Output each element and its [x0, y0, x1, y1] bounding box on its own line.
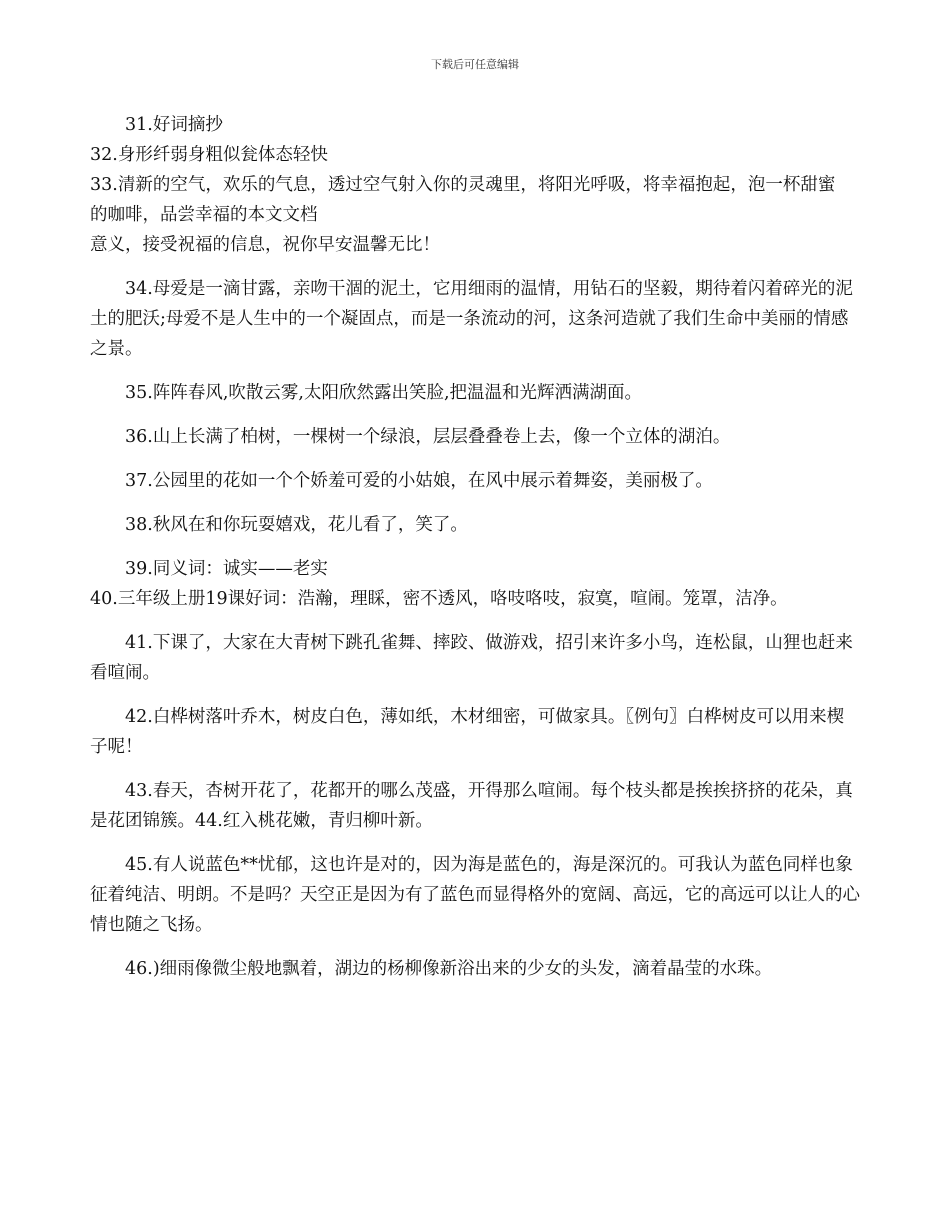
- page-header: 下载后可任意编辑: [431, 58, 519, 71]
- paragraph-43: 43.春天，杏树开花了，花都开的哪么茂盛，开得那么喧闹。每个枝头都是挨挨挤挤的花朵，真是花团锦簇。44.红入桃花嫩，青归柳叶新。: [90, 781, 853, 831]
- paragraph-31: 31.好词摘抄: [125, 115, 223, 135]
- paragraph-33-continued: 意义，接受祝福的信息，祝你早安温馨无比！: [90, 235, 440, 255]
- document-body: [90, 110, 860, 984]
- paragraph-35: 35.阵阵春风,吹散云雾,太阳欣然露出笑脸,把温温和光辉洒满湖面。: [125, 383, 643, 403]
- paragraph-40: 40.三年级上册19课好词：浩瀚，理睬，密不透风，咯吱咯吱，寂寞，喧闹。笼罩，洁净。: [90, 589, 788, 609]
- paragraph-38: 38.秋风在和你玩耍嬉戏，花儿看了，笑了。: [125, 515, 468, 535]
- paragraph-32: 32.身形纤弱身粗似瓮体态轻快: [90, 145, 328, 165]
- paragraph-39: 39.同义词：诚实——老实: [125, 559, 328, 579]
- paragraph-33: 33.清新的空气，欢乐的气息，透过空气射入你的灵魂里，将阳光呼吸，将幸福抱起，泡一杯甜蜜的咖啡，品尝幸福的本文文档: [90, 175, 836, 225]
- paragraph-42: 42.白桦树落叶乔木，树皮白色，薄如纸，木材细密，可做家具。〖例句〗白桦树皮可以用来楔子呢！: [90, 707, 845, 757]
- paragraph-45: 45.有人说蓝色**忧郁，这也许是对的，因为海是蓝色的，海是深沉的。可我认为蓝色同样也象征着纯洁、明朗。不是吗？天空正是因为有了蓝色而显得格外的宽阔、高远，它的高远可以让人的心情也随之飞扬。: [90, 855, 860, 935]
- paragraph-36: 36.山上长满了柏树，一棵树一个绿浪，层层叠叠卷上去，像一个立体的湖泊。: [125, 427, 731, 447]
- paragraph-41: 41.下课了，大家在大青树下跳孔雀舞、摔跤、做游戏，招引来许多小鸟，连松鼠，山狸也赶来看喧闹。: [90, 633, 853, 683]
- paragraph-37: 37.公园里的花如一个个娇羞可爱的小姑娘，在风中展示着舞姿，美丽极了。: [125, 471, 713, 491]
- paragraph-34: 34.母爱是一滴甘露，亲吻干涸的泥土，它用细雨的温情，用钻石的坚毅，期待着闪着碎光的泥土的肥沃;母爱不是人生中的一个凝固点，而是一条流动的河，这条河造就了我们生命中美丽的情感之景。: [90, 279, 853, 359]
- paragraph-46: 46.)细雨像微尘般地飘着，湖边的杨柳像新浴出来的少女的头发，滴着晶莹的水珠。: [125, 959, 773, 979]
